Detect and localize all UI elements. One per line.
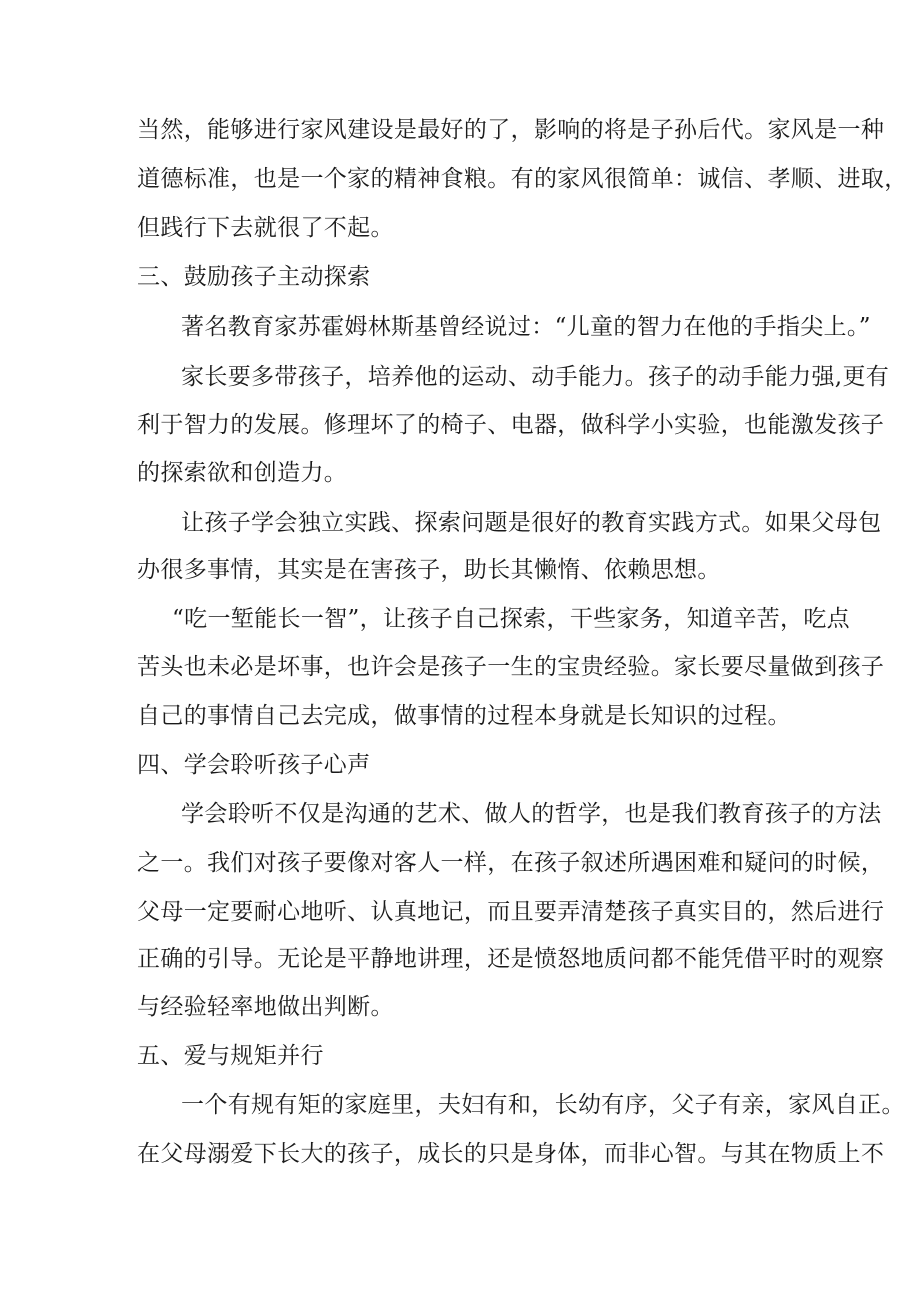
paragraph-line: 自己的事情自己去完成，做事情的过程本身就是长知识的过程。 [137,703,791,729]
paragraph-line: 苦头也未必是坏事，也许会是孩子一生的宝贵经验。家长要尽量做到孩子 [137,654,885,680]
paragraph-line: 办很多事情，其实是在害孩子，助长其懒惰、依赖思想。 [137,557,721,583]
paragraph-line: 道德标准，也是一个家的精神食粮。有的家风很简单：诚信、孝顺、进取， [137,166,908,192]
paragraph-line: 学会聆听不仅是沟通的艺术、做人的哲学，也是我们教育孩子的方法 [181,801,882,827]
section-heading: 四、学会聆听孩子心声 [137,752,371,778]
paragraph-line: 让孩子学会独立实践、探索问题是很好的教育实践方式。如果父母包 [181,510,882,536]
paragraph-line: 父母一定要耐心地听、认真地记，而且要弄清楚孩子真实目的，然后进行 [137,899,885,925]
section-heading: 五、爱与规矩并行 [137,1043,324,1069]
paragraph-line: 的探索欲和创造力。 [137,460,348,486]
paragraph-line: 一个有规有矩的家庭里，夫妇有和，长幼有序，父子有亲，家风自正。 [181,1092,905,1118]
paragraph-line: 正确的引导。无论是平静地讲理，还是愤怒地质问都不能凭借平时的观察 [137,946,885,972]
paragraph-line: 家长要多带孩子，培养他的运动、动手能力。孩子的动手能力强,更有 [181,364,890,390]
paragraph-line: 当然，能够进行家风建设是最好的了，影响的将是子孙后代。家风是一种 [137,117,885,143]
paragraph-line: 但践行下去就很了不起。 [137,215,394,241]
paragraph-line: 之一。我们对孩子要像对客人一样，在孩子叙述所遇困难和疑问的时候， [137,850,885,876]
paragraph-line: 在父母溺爱下长大的孩子，成长的只是身体，而非心智。与其在物质上不 [137,1141,885,1167]
paragraph-line: 利于智力的发展。修理坏了的椅子、电器，做科学小实验，也能激发孩子 [137,412,885,438]
paragraph-line: 与经验轻率地做出判断。 [137,994,394,1020]
paragraph-line: “吃一堑能长一智”，让孩子自己探索，干些家务，知道辛苦，吃点 [172,606,851,632]
section-heading: 三、鼓励孩子主动探索 [137,264,371,290]
quote-line: 著名教育家苏霍姆林斯基曾经说过：“儿童的智力在他的手指尖上。” [181,314,871,340]
